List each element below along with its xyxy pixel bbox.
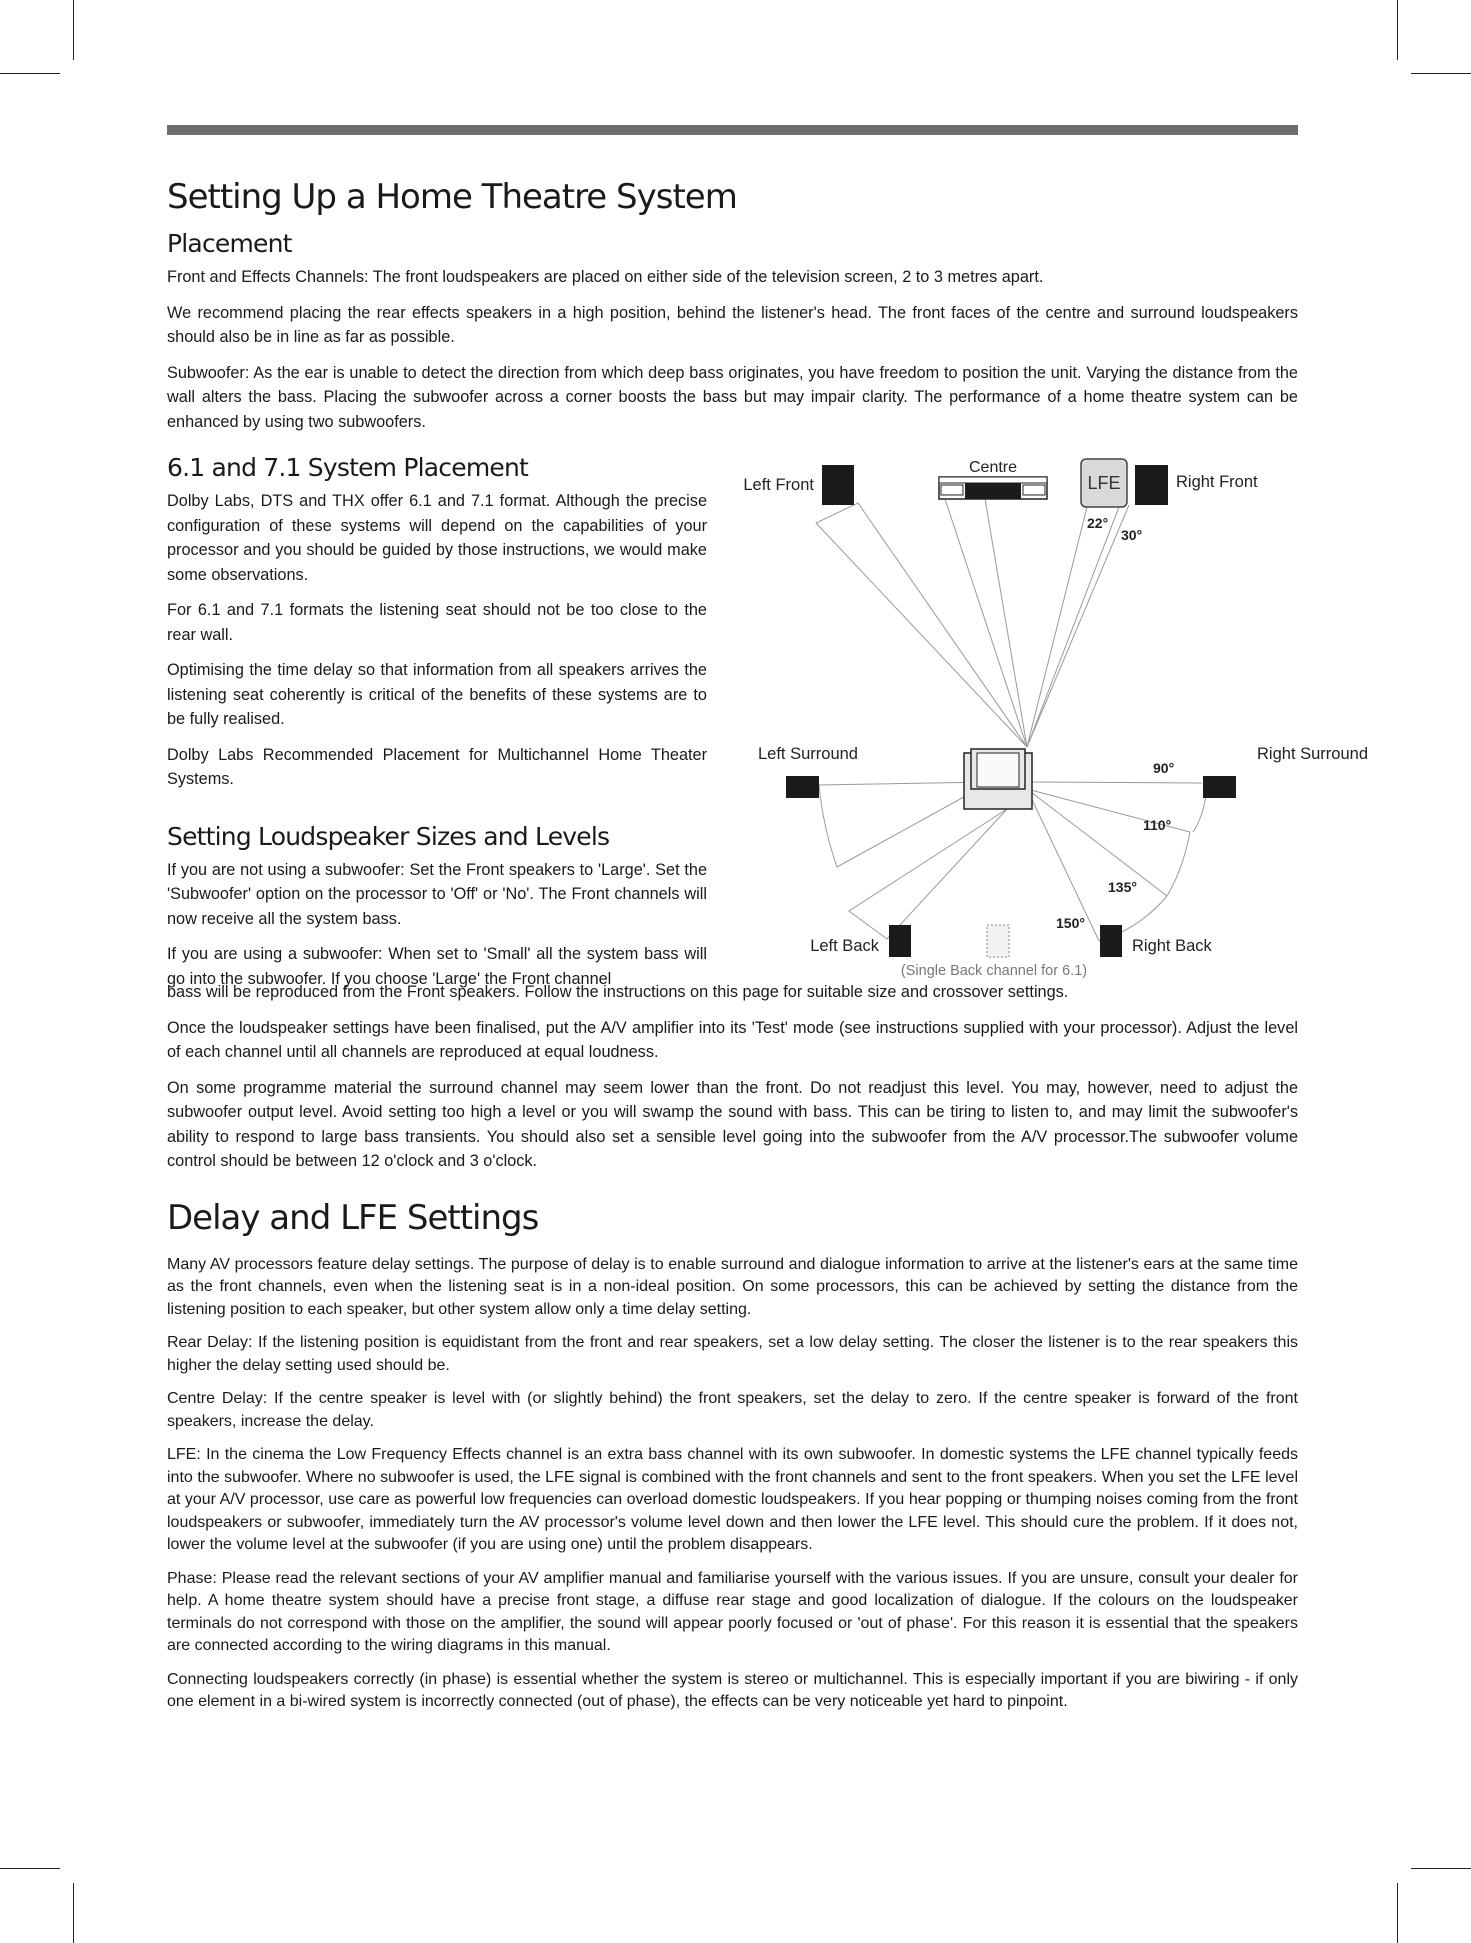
left-back-speaker xyxy=(889,925,911,957)
angle-22-label: 22° xyxy=(1087,515,1109,531)
system-placement-paragraph: Optimising the time delay so that information from all speakers arrives the listening seat coherently is critical of the benefits of these systems are to be fully realised. xyxy=(167,661,707,728)
crop-mark xyxy=(0,73,60,74)
system-placement-heading: 6.1 and 7.1 System Placement xyxy=(167,453,529,482)
centre-speaker-side xyxy=(941,485,963,495)
crop-mark xyxy=(73,0,74,60)
right-back-label: Right Back xyxy=(1132,937,1212,955)
single-back-note: (Single Back channel for 6.1) xyxy=(900,963,1088,979)
right-front-speaker xyxy=(1135,465,1168,505)
delay-heading: Delay and LFE Settings xyxy=(167,1197,539,1238)
placement-paragraph: We recommend placing the rear effects speakers in a high position, behind the listener's head. The front faces of the centre and surround loudspeakers should also be in line as far as possible. xyxy=(167,303,1298,346)
centre-speaker-top xyxy=(939,477,1047,483)
left-surround-speaker xyxy=(786,776,819,798)
right-front-rays xyxy=(1027,503,1129,747)
centre-label: Centre xyxy=(968,459,1018,476)
sizes-levels-paragraph: Once the loudspeaker settings have been finalised, put the A/V amplifier into its 'Test' mode (see instructions supplied with your processor). Adjust the level of each channel until all channels are reproduced at equal loudness. xyxy=(167,1018,1298,1061)
centre-speaker-driver xyxy=(965,483,1021,499)
delay-paragraph: Many AV processors feature delay settings. The purpose of delay is to enable surround and dialogue information to arrive at the listener's ears at the same time as the front channels, even when the listening seat is in a non-ideal position. On some processors, this can be achieved by setting the distance from the listening position to each speaker, but other system allow only a time delay setting. xyxy=(167,1255,1298,1318)
angle-150-label: 150° xyxy=(1056,915,1085,931)
left-column xyxy=(167,451,707,991)
right-surround-speaker xyxy=(1203,776,1236,798)
listener-seat-cushion xyxy=(977,753,1019,787)
crop-mark xyxy=(73,1883,74,1943)
sizes-levels-heading: Setting Loudspeaker Sizes and Levels xyxy=(167,821,610,851)
left-front-wedge xyxy=(816,503,1027,747)
system-placement-paragraph: Dolby Labs Recommended Placement for Multichannel Home Theater Systems. xyxy=(167,745,707,788)
delay-paragraph: Phase: Please read the relevant sections of your AV amplifier manual and familiarise yourself with the various issues. If you are unsure, consult your dealer for help. A home theatre system should have a precise front stage, a diffuse rear stage and good localization of dialogue. If the colours on the loudspeaker terminals do not correspond with those on the amplifier, the sound will appear poorly focused or 'out of phase'. For this reason it is essential that the speakers are connected according to the wiring diagrams in this manual. xyxy=(167,1569,1298,1654)
crop-mark xyxy=(1411,73,1471,74)
system-placement-paragraph: For 6.1 and 7.1 formats the listening seat should not be too close to the rear wall. xyxy=(167,601,707,644)
two-column-section xyxy=(167,451,1368,988)
angle-90-label: 90° xyxy=(1153,760,1175,776)
speaker-placement-diagram xyxy=(727,429,1471,989)
angle-30-label: 30° xyxy=(1121,527,1143,543)
sizes-levels-continued xyxy=(167,980,1298,1174)
sizes-levels-paragraph: If you are not using a subwoofer: Set the Front speakers to 'Large'. Set the 'Subwoofer' option on the processor to 'Off' or 'No'. The Front channels will now receive all the system bass. xyxy=(167,860,707,928)
delay-paragraph: Rear Delay: If the listening position is equidistant from the front and rear speakers, set a low delay setting. The closer the listener is to the rear speakers this higher the delay setting used should be. xyxy=(167,1334,1298,1374)
sizes-levels-paragraph: If you are using a subwoofer: When set to 'Small' all the system bass will go into the subwoofer. If you choose 'Large' the Front channel xyxy=(167,945,707,988)
crop-mark xyxy=(1397,1883,1398,1943)
delay-paragraph: Connecting loudspeakers correctly (in phase) is essential whether the system is stereo or multichannel. This is especially important if you are biwiring - if only one element in a bi-wired system is incorrectly connected (out of phase), the effects can be very noticeable yet hard to pinpoint. xyxy=(167,1670,1298,1710)
left-back-label: Left Back xyxy=(810,937,879,955)
right-rays xyxy=(1027,782,1202,941)
placement-paragraph: Front and Effects Channels: The front loudspeakers are placed on either side of the television screen, 2 to 3 metres apart. xyxy=(167,268,1044,286)
page-title: Setting Up a Home Theatre System xyxy=(167,177,737,217)
header-rule xyxy=(167,125,1298,135)
left-front-speaker xyxy=(822,465,854,505)
angle-135-label: 135° xyxy=(1108,879,1137,895)
right-surround-label: Right Surround xyxy=(1257,745,1368,763)
left-surround-label: Left Surround xyxy=(758,745,858,763)
sizes-levels-continuation: bass will be reproduced from the Front speakers. Follow the instructions on this page for suitable size and crossover settings. xyxy=(167,983,1069,1001)
left-front-label: Left Front xyxy=(743,476,814,494)
left-back-wedge xyxy=(849,809,1007,939)
single-back-speaker xyxy=(987,925,1009,957)
sizes-levels-paragraph: On some programme material the surround channel may seem lower than the front. Do not readjust this level. You may, however, need to adjust the subwoofer output level. Avoid setting too high a level or you will swamp the sound with bass. This can be tiring to listen to, and may limit the subwoofer's ability to respond to large bass transients. You should also set a sensible level going into the subwoofer from the A/V processor.The subwoofer volume control should be between 12 o'clock and 3 o'clock. xyxy=(167,1078,1298,1170)
centre-rays xyxy=(945,499,1027,747)
placement-paragraph: Subwoofer: As the ear is unable to detect the direction from which deep bass originates, you have freedom to position the unit. Varying the distance from the wall alters the bass. Placing the subwoofer across a corner boosts the bass but may impair clarity. The performance of a home theatre system can be enhanced by using two subwoofers. xyxy=(167,363,1298,431)
page-content xyxy=(167,175,1368,1725)
delay-paragraph: Centre Delay: If the centre speaker is level with (or slightly behind) the front speakers, set the delay to zero. If the centre speaker is forward of the front speakers, increase the delay. xyxy=(167,1390,1298,1430)
arc-110-135 xyxy=(1167,832,1190,896)
centre-speaker-side xyxy=(1023,485,1045,495)
right-back-speaker xyxy=(1100,925,1122,957)
crop-mark xyxy=(1397,0,1398,60)
crop-mark xyxy=(1411,1868,1471,1869)
placement-heading: Placement xyxy=(167,229,292,258)
right-front-label: Right Front xyxy=(1176,473,1258,491)
angle-110-label: 110° xyxy=(1143,817,1172,833)
system-placement-paragraph: Dolby Labs, DTS and THX offer 6.1 and 7.1 format. Although the precise configuration of these systems will depend on the capabilities of your processor and you should be guided by those instructions, we would make some observations. xyxy=(167,492,707,584)
crop-mark xyxy=(0,1868,60,1869)
lfe-label: LFE xyxy=(1087,473,1121,493)
delay-paragraph: LFE: In the cinema the Low Frequency Effects channel is an extra bass channel with its own subwoofer. In domestic systems the LFE channel typically feeds into the subwoofer. Where no subwoofer is used, the LFE signal is combined with the front channels and sent to the front speakers. When you set the LFE level at your A/V processor, use care as powerful low frequencies can overload domestic loudspeakers. If you hear popping or thumping noises coming from the front loudspeakers or subwoofer, immediately turn the AV processor's volume level down and then lower the LFE level. This should cure the problem. If it does not, lower the volume level at the subwoofer (if you are using one) until the problem disappears. xyxy=(167,1446,1298,1553)
